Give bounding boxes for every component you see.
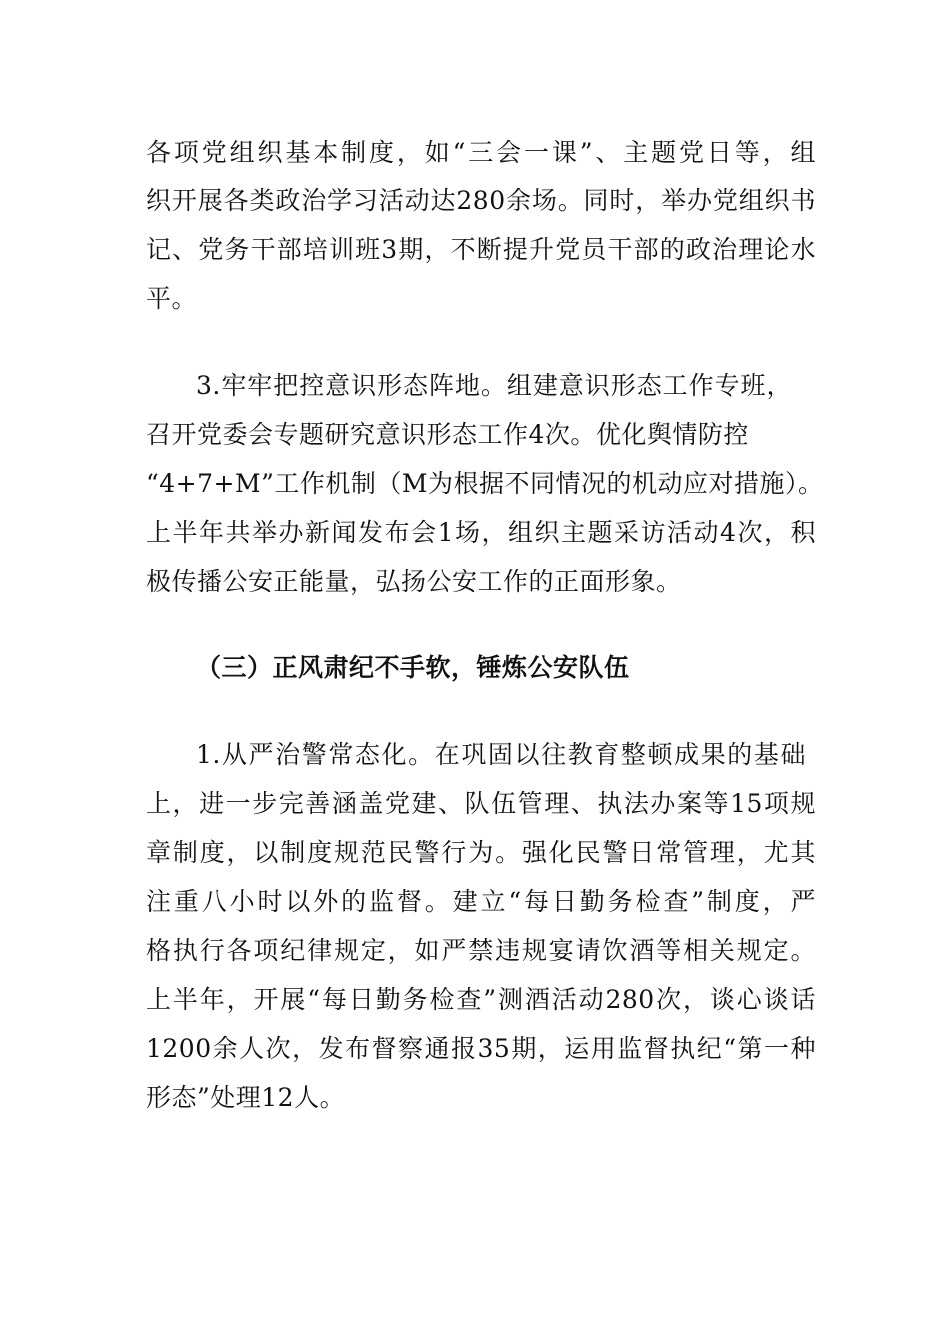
paragraph-line: 1.从严治警常态化。在巩固以往教育整顿成果的基础 [196,740,806,769]
paragraph-line: 形态”处理12人。 [146,1083,346,1112]
paragraph-line: “4+7+M”工作机制（M为根据不同情况的机动应对措施）。 [146,469,824,498]
paragraph-line: 格执行各项纪律规定，如严禁违规宴请饮酒等相关规定。 [146,936,816,965]
paragraph-line: 织开展各类政治学习活动达280余场。同时，举办党组织书 [146,186,816,215]
paragraph-line: 记、党务干部培训班3期，不断提升党员干部的政治理论水 [146,235,816,264]
paragraph-line: 上半年共举办新闻发布会1场，组织主题采访活动4次，积 [146,518,816,547]
paragraph-line: 上，进一步完善涵盖党建、队伍管理、执法办案等15项规 [146,789,816,818]
paragraph-line: 极传播公安正能量，弘扬公安工作的正面形象。 [146,567,682,596]
paragraph-line: 各项党组织基本制度，如“三会一课”、主题党日等，组 [146,138,816,167]
paragraph-line: 1200余人次，发布督察通报35期，运用监督执纪“第一种 [146,1034,816,1063]
section-heading: （三）正风肃纪不手软，锤炼公安队伍 [196,653,630,682]
paragraph-line: 3.牢牢把控意识形态阵地。组建意识形态工作专班， [196,371,792,400]
paragraph-line: 召开党委会专题研究意识形态工作4次。优化舆情防控 [146,420,749,449]
paragraph-line: 平。 [146,284,198,313]
paragraph-line: 上半年，开展“每日勤务检查”测酒活动280次，谈心谈话 [146,985,816,1014]
paragraph-line: 注重八小时以外的监督。建立“每日勤务检查”制度，严 [146,887,816,916]
paragraph-line: 章制度，以制度规范民警行为。强化民警日常管理，尤其 [146,838,816,867]
